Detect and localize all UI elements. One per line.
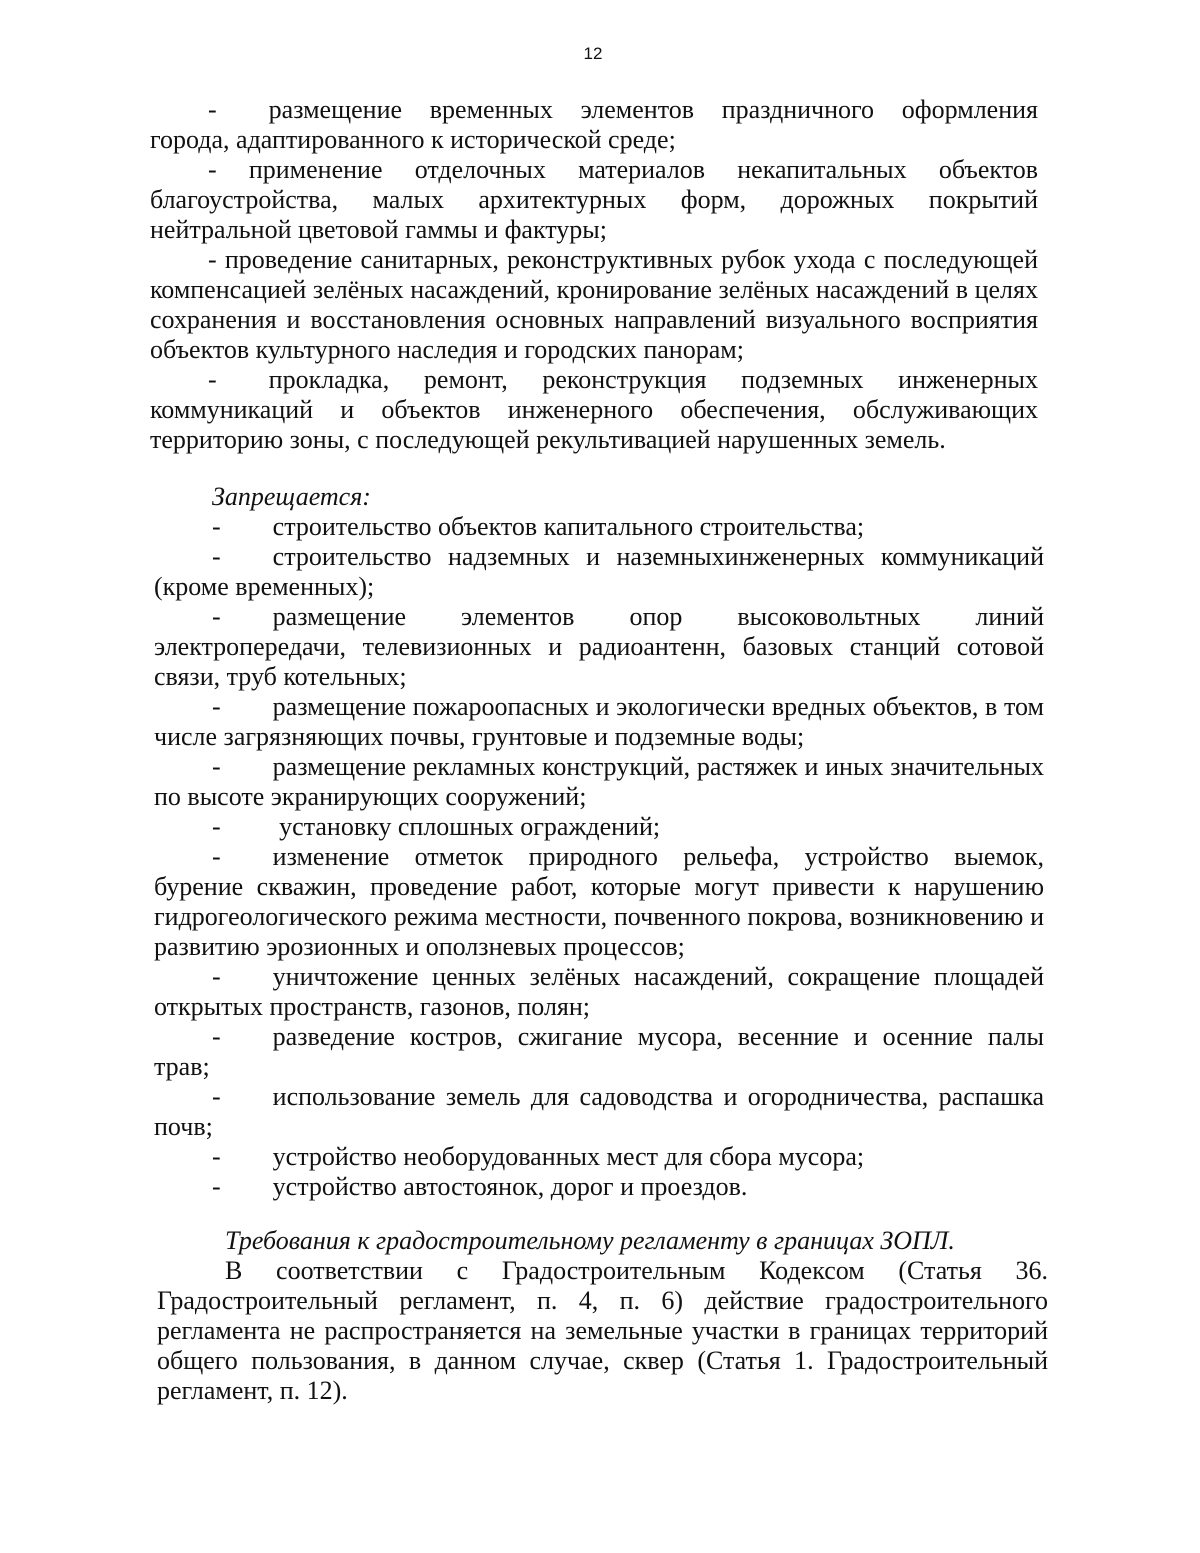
list-item: - использование земель для садоводства и огородничества, распашка почв; — [154, 1082, 1044, 1141]
list-item: - строительство объектов капитального строительства; — [212, 512, 865, 541]
list-item: - строительство надземных и наземныхинженерных коммуникаций (кроме временных); — [154, 542, 1044, 601]
list-item: - устройство автостоянок, дорог и проездов. — [212, 1172, 748, 1201]
section-heading: Запрещается: — [212, 482, 371, 511]
list-item: - размещение элементов опор высоковольтных линий электропередачи, телевизионных и радиоантенн, базовых станций сотовой связи, труб котельных; — [154, 602, 1044, 691]
list-item: - установку сплошных ограждений; — [212, 812, 661, 841]
list-item: - прокладка, ремонт, реконструкция подземных инженерных коммуникаций и объектов инженерного обеспечения, обслуживающих территорию зоны, с последующей рекультивацией нарушенных земель. — [150, 365, 1038, 454]
list-item: - устройство необорудованных мест для сбора мусора; — [212, 1142, 865, 1171]
prohibited-section — [154, 482, 1044, 1202]
permitted-works-section — [150, 95, 1038, 455]
list-item: - размещение рекламных конструкций, растяжек и иных значительных по высоте экранирующих сооружений; — [154, 752, 1044, 811]
section-heading: Требования к градостроительному регламенту в границах ЗОПЛ. — [225, 1226, 955, 1255]
list-item: - проведение санитарных, реконструктивных рубок ухода с последующей компенсацией зелёных насаждений, кронирование зелёных насаждений в целях сохранения и восстановления основных направлений визуального восприятия объектов культурного наследия и городских панорам; — [150, 245, 1038, 364]
list-item: - применение отделочных материалов некапитальных объектов благоустройства, малых архитектурных форм, дорожных покрытий нейтральной цветовой гаммы и фактуры; — [150, 155, 1038, 244]
list-item: - разведение костров, сжигание мусора, весенние и осенние палы трав; — [154, 1022, 1044, 1081]
list-item: - размещение пожароопасных и экологически вредных объектов, в том числе загрязняющих почвы, грунтовые и подземные воды; — [154, 692, 1044, 751]
page-number: 12 — [583, 44, 603, 63]
list-item: - изменение отметок природного рельефа, устройство выемок, бурение скважин, проведение работ, которые могут привести к нарушению гидрогеологического режима местности, почвенного покрова, возникновению и развитию эрозионных и оползневых процессов; — [154, 842, 1044, 961]
list-item: - размещение временных элементов праздничного оформления города, адаптированного к исторической среде; — [150, 95, 1038, 154]
regulation-requirements-section — [157, 1226, 1048, 1406]
list-item: - уничтожение ценных зелёных насаждений, сокращение площадей открытых пространств, газонов, полян; — [154, 962, 1044, 1021]
body-paragraph: В соответствии с Градостроительным Кодексом (Статья 36. Градостроительный регламент, п. 4, п. 6) действие градостроительного регламента не распространяется на земельные участки в границах территорий общего пользования, в данном случае, сквер (Статья 1. Градостроительный регламент, п. 12). — [157, 1256, 1048, 1405]
